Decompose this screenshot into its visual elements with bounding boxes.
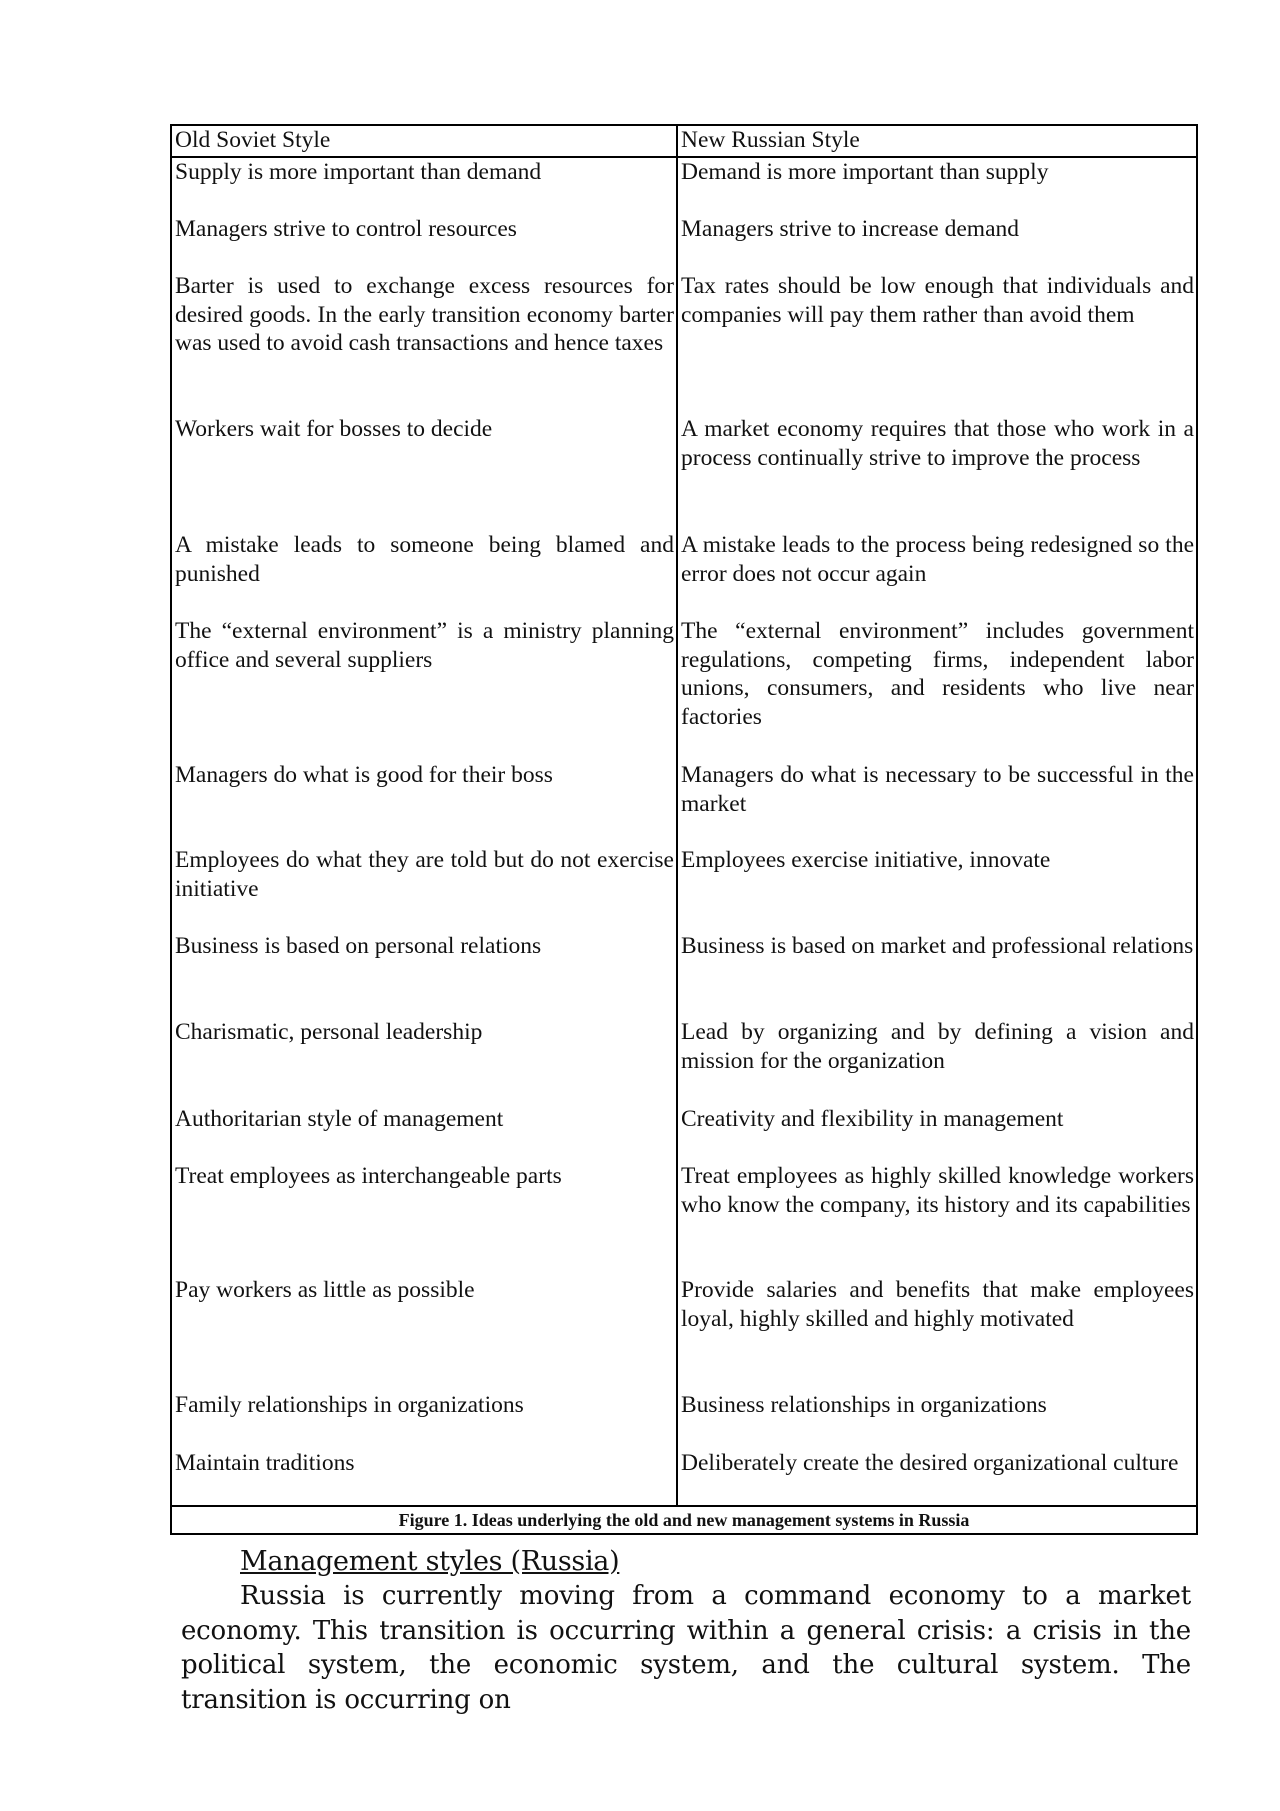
cell-old: Supply is more important than demand [171, 157, 677, 215]
cell-new: Demand is more important than supply [677, 157, 1197, 215]
section-heading: Management styles (Russia) [240, 1546, 620, 1577]
cell-new: The “external environment” includes government regulations, competing firms, independent labor unions, consumers, and residents who live near factories [677, 617, 1197, 761]
table-row [171, 761, 1197, 846]
cell-new: Tax rates should be low enough that individuals and companies will pay them rather than avoid them [677, 272, 1197, 415]
cell-new: Employees exercise initiative, innovate [677, 846, 1197, 932]
table-row [171, 617, 1197, 761]
cell-old: A mistake leads to someone being blamed and punished [171, 531, 677, 617]
cell-new: Business is based on market and professional relations [677, 932, 1197, 1018]
body-paragraph: Russia is currently moving from a command economy to a market economy. This transition is occurring within a general crisis: a crisis in the political system, the economic system, and the cultural system. The transition is occurring on [181, 1581, 1191, 1715]
comparison-table [170, 124, 1198, 1535]
header-old-style: Old Soviet Style [171, 125, 677, 157]
cell-old: Maintain traditions [171, 1449, 677, 1506]
cell-new: Lead by organizing and by defining a vision and mission for the organization [677, 1018, 1197, 1105]
table-row [171, 415, 1197, 531]
cell-old: Treat employees as interchangeable parts [171, 1162, 677, 1276]
cell-new: Business relationships in organizations [677, 1391, 1197, 1449]
table-row [171, 1391, 1197, 1449]
header-new-style: New Russian Style [677, 125, 1197, 157]
cell-new: Treat employees as highly skilled knowledge workers who know the company, its history and its capabilities [677, 1162, 1197, 1276]
table-row [171, 1162, 1197, 1276]
figure-caption: Figure 1. Ideas underlying the old and new management systems in Russia [171, 1506, 1197, 1534]
table-caption-row [171, 1506, 1197, 1534]
table-row [171, 157, 1197, 215]
table-row [171, 272, 1197, 415]
cell-old: Family relationships in organizations [171, 1391, 677, 1449]
table-row [171, 1276, 1197, 1391]
table-row [171, 531, 1197, 617]
table-header-row [171, 125, 1197, 157]
table-row [171, 215, 1197, 272]
cell-old: Pay workers as little as possible [171, 1276, 677, 1391]
cell-old: Barter is used to exchange excess resources for desired goods. In the early transition economy barter was used to avoid cash transactions and hence taxes [171, 272, 677, 415]
cell-new: Provide salaries and benefits that make employees loyal, highly skilled and highly motivated [677, 1276, 1197, 1391]
cell-new: Managers do what is necessary to be successful in the market [677, 761, 1197, 846]
cell-old: Employees do what they are told but do not exercise initiative [171, 846, 677, 932]
table-row [171, 846, 1197, 932]
table-row [171, 1018, 1197, 1105]
cell-new: Creativity and flexibility in management [677, 1105, 1197, 1162]
cell-new: Managers strive to increase demand [677, 215, 1197, 272]
cell-new: Deliberately create the desired organizational culture [677, 1449, 1197, 1506]
cell-old: Charismatic, personal leadership [171, 1018, 677, 1105]
cell-old: Authoritarian style of management [171, 1105, 677, 1162]
cell-new: A market economy requires that those who work in a process continually strive to improve the process [677, 415, 1197, 531]
cell-old: Managers do what is good for their boss [171, 761, 677, 846]
table-row [171, 1105, 1197, 1162]
cell-old: Managers strive to control resources [171, 215, 677, 272]
table-row [171, 932, 1197, 1018]
cell-old: The “external environment” is a ministry planning office and several suppliers [171, 617, 677, 761]
table-row [171, 1449, 1197, 1506]
cell-new: A mistake leads to the process being redesigned so the error does not occur again [677, 531, 1197, 617]
cell-old: Business is based on personal relations [171, 932, 677, 1018]
cell-old: Workers wait for bosses to decide [171, 415, 677, 531]
